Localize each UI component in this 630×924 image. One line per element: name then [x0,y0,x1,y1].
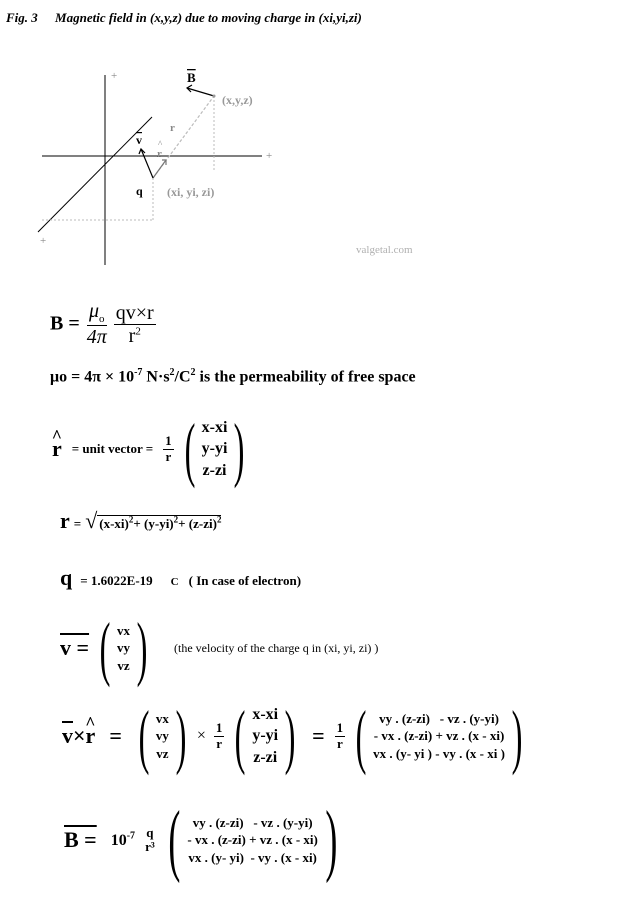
rhat-label: r [157,148,162,160]
figure-title: Magnetic field in (x,y,z) due to moving charge in (xi,yi,zi) [55,10,362,25]
mu-over-4pi: $\frac{\mu_o}{4\pi}$ [86,300,107,349]
b-label: B [187,70,196,85]
cross-product-equation: $\overline{v}\times\^{}$ r = ( vx vy vz ) × $\frac{1}{r}$ ( x-xi y-yi z-zi ) = $\frac{1}{r}$ ( vy . (z-zi) - vz . (y-yi) - vx . (z-zi) + vz . (x - xi) vx . (y- yi ) - vy . (x - xi ) ) [62,700,529,772]
qv-cross-r-over-r2: $\frac{qv\times r}{r^2}$ [115,301,154,347]
eq-b-lhs: B = [50,312,80,335]
plus-y-label: + [111,70,118,82]
unit-vector-components: x-xi y-yi z-zi [201,418,228,479]
permeability-equation: $\mu o = 4\pi \times 10^{-7}$ $N\cdot s^2/C^2$ is the permeability of free space [50,367,416,386]
unit-vector-equation: ^ r = unit vector = $\frac{1}{r}$ ( x-xi y-yi z-zi ) [52,413,251,485]
watermark: valgetal.com [356,244,413,256]
r-label: r [170,122,175,134]
charge-position-label: (xi, yi, zi) [167,185,215,199]
biot-savart-equation [50,300,156,348]
plus-z-label: + [40,235,47,247]
velocity-equation: v = ( vx vy vz ) (the velocity of the charge q in (xi, yi, zi) ) [60,608,379,688]
plus-x-label: + [266,150,273,162]
b-field-arrow [187,88,214,96]
figure-number: Fig. 3 [6,10,38,25]
charge-equation: q = 1.6022E-19 C ( In case of electron) [60,565,302,590]
v-label: v [136,133,142,147]
svg-text:^: ^ [158,139,163,149]
z-axis [38,117,152,232]
q-label: q [136,184,143,198]
figure-caption [6,10,362,26]
rhat-arrow [153,160,166,178]
distance-equation: r = √ $(x-xi)^2+ (y-yi)^2+ (z-zi)^2$ [60,508,222,533]
point-label: (x,y,z) [222,93,253,107]
velocity-arrow [141,149,153,178]
final-field-equation: $B = 10^{-7}$ q r³ ( vy . (z-zi) - vz . (y-yi) - vx . (z-zi) + vz . (x - xi) vx . (y- yi) - vy . (x - xi) ) [64,796,338,884]
field-diagram [0,58,300,273]
